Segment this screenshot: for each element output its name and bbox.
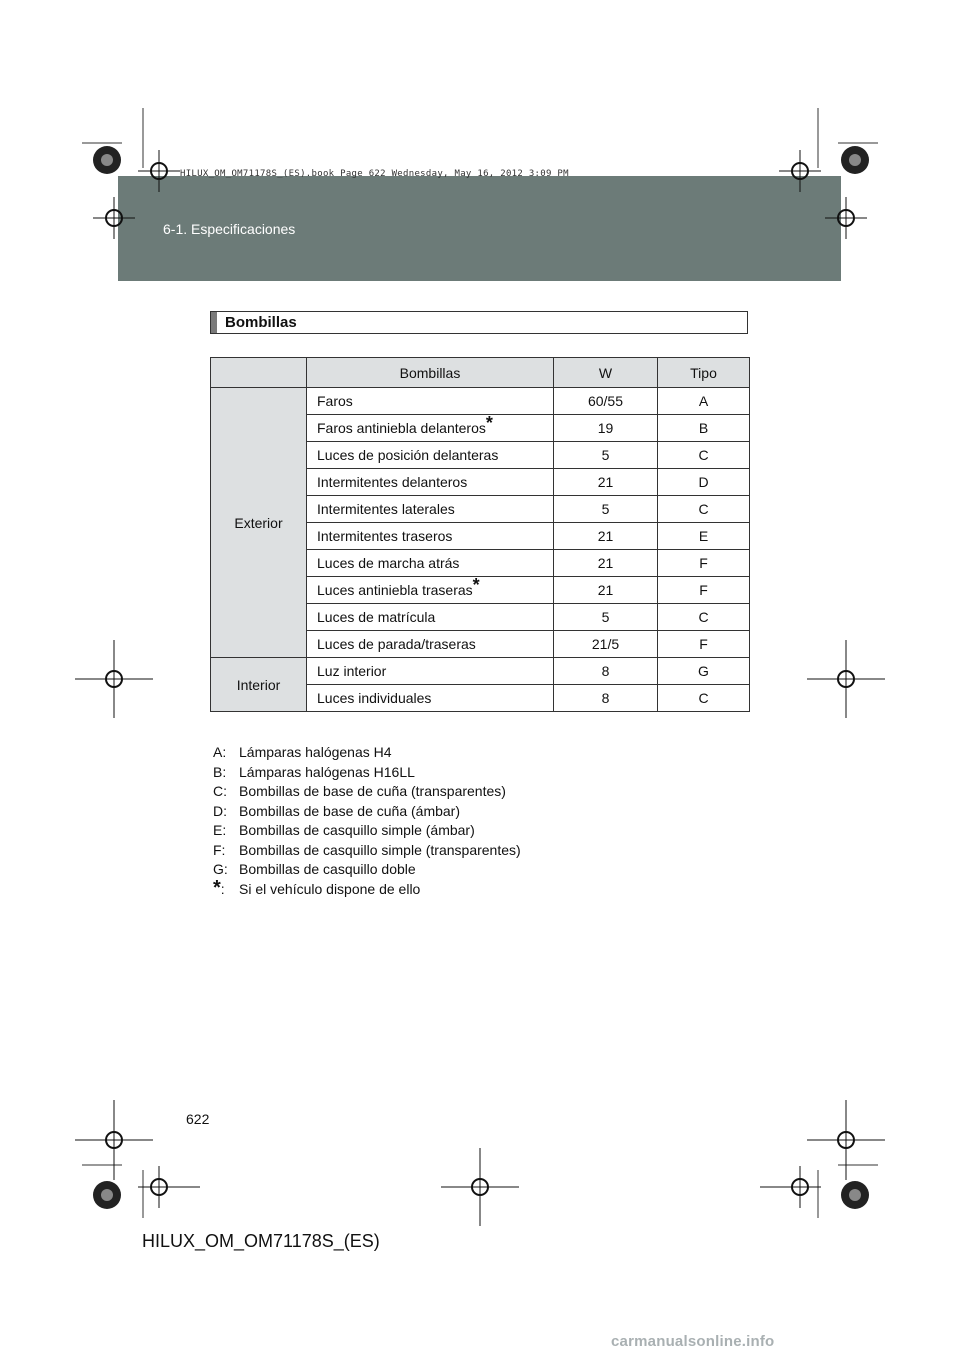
footer-document-code: HILUX_OM_OM71178S_(ES) xyxy=(142,1231,380,1251)
legend-text: Lámparas halógenas H16LL xyxy=(239,763,415,780)
column-header-type: Tipo xyxy=(658,358,750,388)
wattage-cell: 21 xyxy=(554,523,658,550)
legend-text: Bombillas de casquillo simple (ámbar) xyxy=(239,822,475,838)
wattage-cell: 21 xyxy=(554,577,658,604)
type-cell: B xyxy=(658,415,750,442)
legend-key: E: xyxy=(213,822,227,838)
radial-target-icon xyxy=(93,146,869,1209)
footnote-asterisk: * xyxy=(485,413,493,433)
wattage-cell: 5 xyxy=(554,442,658,469)
column-header-bulbs: Bombillas xyxy=(307,358,554,388)
legend-key: C: xyxy=(213,783,227,799)
type-cell: A xyxy=(658,388,750,415)
section-title: Bombillas xyxy=(225,314,297,331)
crosshair-target-icon xyxy=(75,150,885,1226)
bulb-name: Luz interior xyxy=(317,663,387,679)
bulb-name: Faros antiniebla delanteros xyxy=(317,420,486,436)
type-cell: F xyxy=(658,550,750,577)
bulb-name: Luces de parada/traseras xyxy=(317,636,476,652)
column-header-watts: W xyxy=(554,358,658,388)
type-cell: G xyxy=(658,658,750,685)
group-label-interior: Interior xyxy=(211,658,307,712)
bulb-name: Luces de matrícula xyxy=(317,609,436,625)
legend-text: Lámparas halógenas H4 xyxy=(239,744,392,760)
page-number: 622 xyxy=(186,1111,210,1127)
legend-text: Bombillas de base de cuña (ámbar) xyxy=(239,802,461,819)
type-cell: E xyxy=(658,523,750,550)
bulb-name: Faros xyxy=(317,393,353,409)
wattage-cell: 5 xyxy=(554,496,658,523)
type-cell: C xyxy=(658,604,750,631)
type-cell: C xyxy=(658,442,750,469)
book-info-line: HILUX_OM_OM71178S_(ES).book Page 622 Wednesday, May 16, 2012 3:09 PM xyxy=(180,169,569,179)
wattage-cell: 21 xyxy=(554,469,658,496)
footnote-asterisk: * xyxy=(213,876,221,899)
legend-key: F: xyxy=(213,841,226,858)
legend-text: Bombillas de casquillo simple (transparentes) xyxy=(239,841,521,858)
legend-key: B: xyxy=(213,763,227,780)
footnote-asterisk: * xyxy=(472,575,480,595)
bulb-name: Luces antiniebla traseras xyxy=(317,582,473,598)
bulb-name: Intermitentes delanteros xyxy=(317,474,468,490)
legend-key: D: xyxy=(213,802,227,819)
type-cell: C xyxy=(658,685,750,712)
bulb-name: Intermitentes traseros xyxy=(317,528,453,544)
section-path: 6-1. Especificaciones xyxy=(163,221,296,237)
bulb-name: Intermitentes laterales xyxy=(317,501,455,517)
wattage-cell: 19 xyxy=(554,415,658,442)
legend-text: Bombillas de casquillo doble xyxy=(239,861,416,877)
legend-key: A: xyxy=(213,744,227,760)
type-cell: C xyxy=(658,496,750,523)
bulb-name: Luces individuales xyxy=(317,690,432,706)
wattage-cell: 60/55 xyxy=(554,388,658,415)
footnote-colon: : xyxy=(220,880,225,897)
bulb-name: Luces de posición delanteras xyxy=(317,447,499,463)
bulb-name: Luces de marcha atrás xyxy=(317,555,460,571)
wattage-cell: 8 xyxy=(554,685,658,712)
wattage-cell: 21 xyxy=(554,550,658,577)
wattage-cell: 8 xyxy=(554,658,658,685)
type-cell: D xyxy=(658,469,750,496)
wattage-cell: 21/5 xyxy=(554,631,658,658)
type-cell: F xyxy=(658,631,750,658)
wattage-cell: 5 xyxy=(554,604,658,631)
group-label-exterior: Exterior xyxy=(211,388,307,658)
footnote-text: Si el vehículo dispone de ello xyxy=(239,880,421,897)
type-cell: F xyxy=(658,577,750,604)
legend-key: G: xyxy=(213,861,228,877)
legend-text: Bombillas de base de cuña (transparentes) xyxy=(239,783,506,799)
watermark: carmanualsonline.info xyxy=(611,1333,775,1350)
